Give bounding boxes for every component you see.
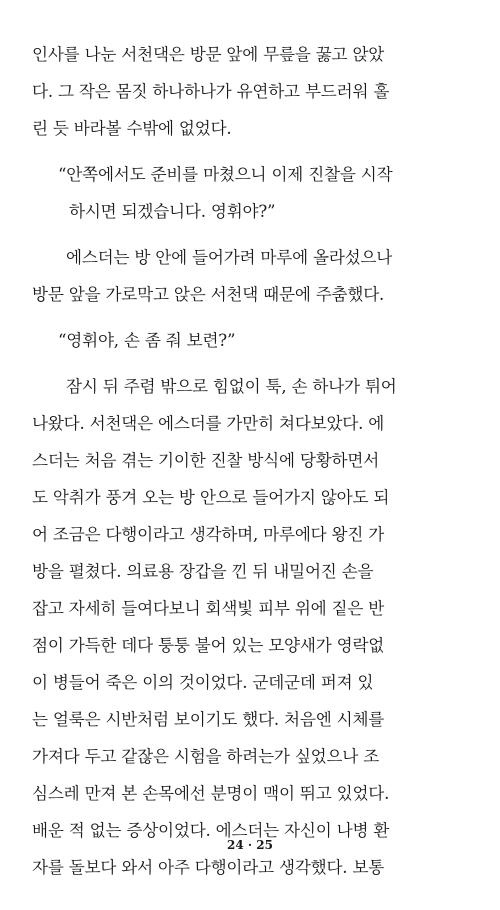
text-line: 방문 앞을 가로막고 앉은 서천댁 때문에 주춤했다. xyxy=(32,285,385,304)
text-line: 방을 펼쳤다. 의료용 장갑을 낀 뒤 내밀어진 손을 xyxy=(32,562,374,581)
paragraph-5 xyxy=(32,368,472,886)
page-number: 24 · 25 xyxy=(227,838,273,852)
text-line: 심스레 만져 본 손목에선 분명이 맥이 뛰고 있었다. xyxy=(32,784,390,803)
text-line: 도 악취가 풍겨 오는 방 안으로 들어가지 않아도 되 xyxy=(32,488,390,507)
paragraph-2-dialogue xyxy=(32,156,472,230)
text-line: 가져다 두고 같잖은 시험을 하려는가 싶었으나 조 xyxy=(32,747,380,766)
text-line: 린 듯 바라볼 수밖에 없었다. xyxy=(32,119,232,138)
text-line: 에스더는 방 안에 들어가려 마루에 올라섰으나 xyxy=(66,248,393,267)
text-line: 잠시 뒤 주렴 밖으로 힘없이 툭, 손 하나가 튀어 xyxy=(66,377,397,396)
text-line: 다. 그 작은 몸짓 하나하나가 유연하고 부드러워 홀 xyxy=(32,82,390,101)
paragraph-3 xyxy=(32,239,472,313)
text-line: 이 병들어 죽은 이의 것이었다. 군데군데 퍼져 있 xyxy=(32,673,374,692)
text-line: 배운 적 없는 증상이었다. 에스더는 자신이 나병 환 xyxy=(32,821,390,840)
text-line: 자를 돌보다 와서 아주 다행이라고 생각했다. 보통 xyxy=(32,858,385,877)
text-line: 는 얼룩은 시반처럼 보이기도 했다. 처음엔 시체를 xyxy=(32,710,385,729)
text-line: 나왔다. 서천댁은 에스더를 가만히 쳐다보았다. 에 xyxy=(32,414,385,433)
paragraph-4-dialogue xyxy=(32,322,472,359)
text-line: 잡고 자세히 들여다보니 회색빛 피부 위에 짙은 반 xyxy=(32,599,385,618)
text-line: 하시면 되겠습니다. 영휘야?” xyxy=(69,202,276,221)
paragraph-1 xyxy=(32,36,472,147)
text-line: 점이 가득한 데다 퉁퉁 불어 있는 모양새가 영락없 xyxy=(32,636,385,655)
text-line: 어 조금은 다행이라고 생각하며, 마루에다 왕진 가 xyxy=(32,525,385,544)
text-line: “영휘야, 손 좀 줘 보련?” xyxy=(58,331,236,350)
text-line: 스더는 처음 겪는 기이한 진찰 방식에 당황하면서 xyxy=(32,451,380,470)
text-line: 인사를 나눈 서천댁은 방문 앞에 무릎을 꿇고 앉았 xyxy=(32,45,385,64)
text-line: “안쪽에서도 준비를 마쳤으니 이제 진찰을 시작 xyxy=(58,165,393,184)
body-text xyxy=(32,36,472,886)
